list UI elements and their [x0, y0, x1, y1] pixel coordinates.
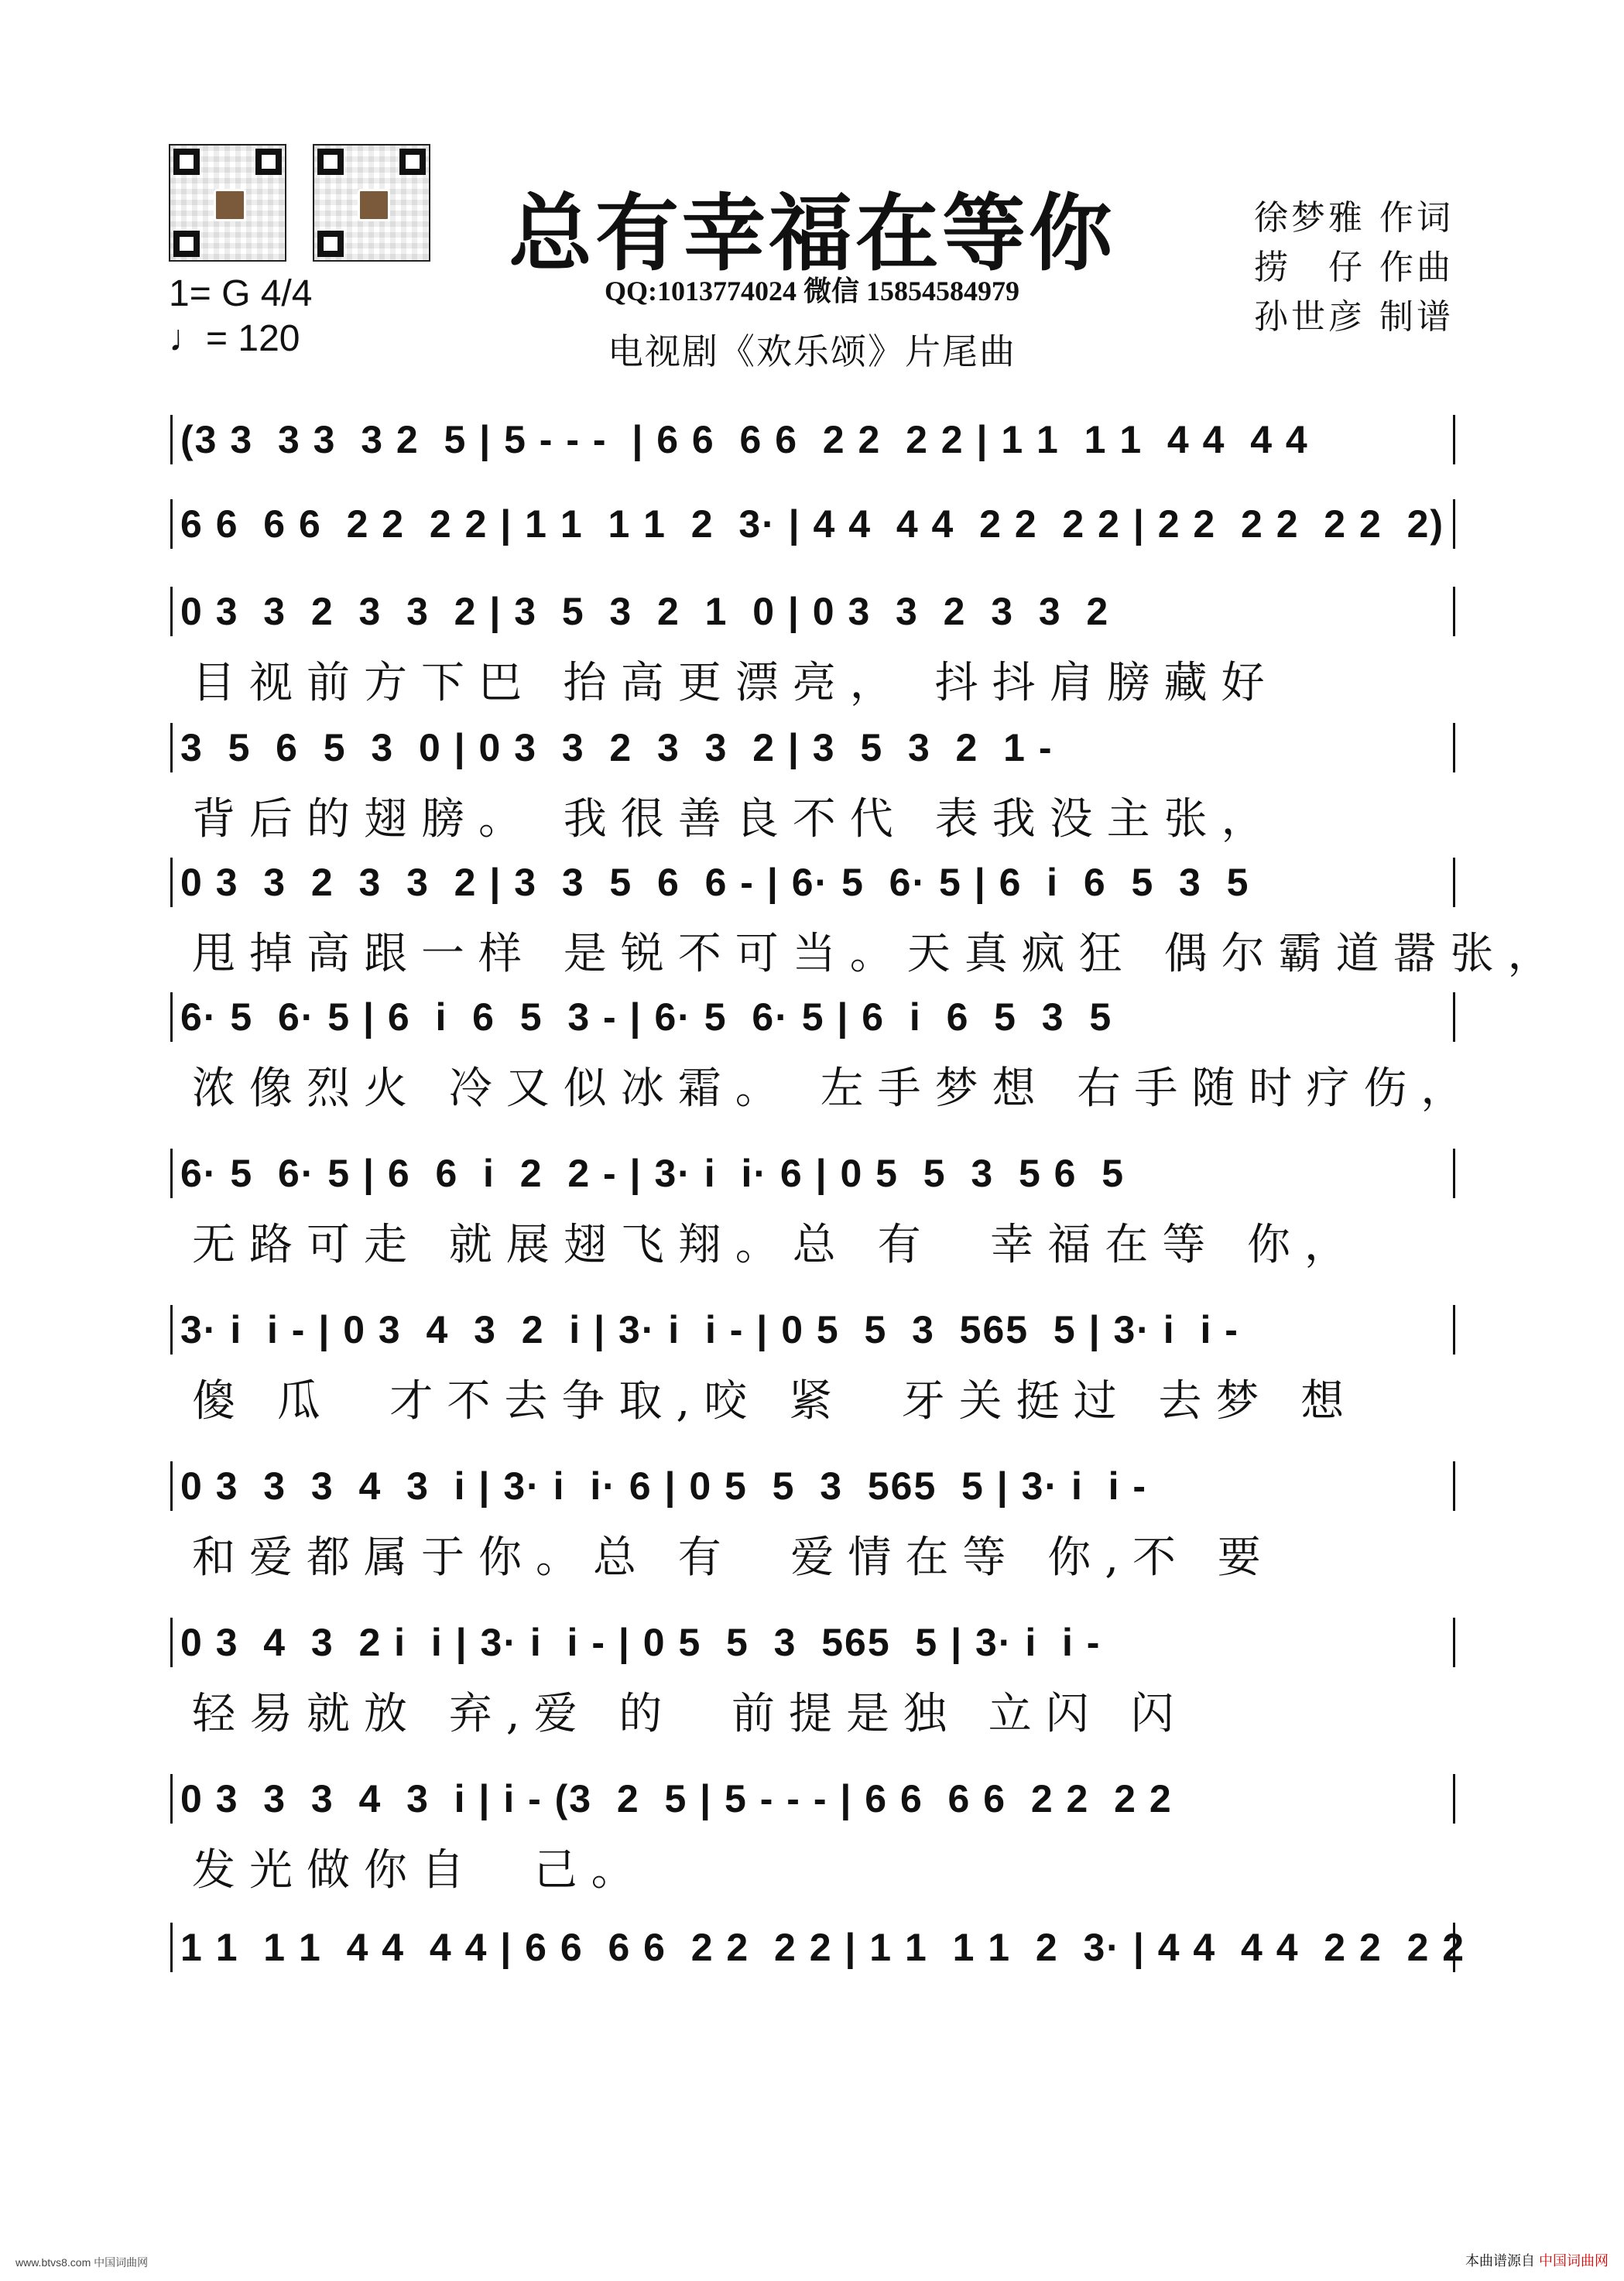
lyric-line: 目视前方下巴 抬高更漂亮， 抖抖肩膀藏好 [192, 658, 1279, 708]
score-row [170, 1461, 1455, 1585]
page-title: 总有幸福在等你 [508, 185, 1115, 283]
notation-line: 0 3 3 3 4 3 i | 3· i i· 6 | 0 5 5 3 565 5 | 3· i i - [170, 1461, 1455, 1511]
tempo-marking: ♩= 120 [169, 318, 300, 359]
lyric-line: 甩掉高跟一样 是锐不可当。天真疯狂 偶尔霸道嚣张， [192, 929, 1565, 979]
score-row [170, 858, 1565, 981]
lyricist-credit: 徐梦雅 作词 [1254, 198, 1454, 238]
lyric-line: 无路可走 就展翅飞翔。总 有 幸福在等 你， [192, 1220, 1362, 1270]
notation-line: 3 5 6 5 3 0 | 0 3 3 2 3 3 2 | 3 5 3 2 1 - [170, 723, 1455, 772]
credits [1254, 194, 1454, 342]
footer-site-name: 中国词曲网 [1539, 2253, 1609, 2269]
notation-line: 6· 5 6· 5 | 6 i 6 5 3 - | 6· 5 6· 5 | 6 i 6 5 3 5 [170, 992, 1455, 1042]
notation-line: 1 1 1 1 4 4 4 4 | 6 6 6 6 2 2 2 2 | 1 1 1 1 2 3· | 4 4 4 4 2 2 2 2 [170, 1923, 1455, 1972]
score-row [170, 1305, 1455, 1429]
notation-line: 3· i i - | 0 3 4 3 2 i | 3· i i - | 0 5 5 3 565 5 | 3· i i - [170, 1305, 1455, 1355]
contact-info: QQ:1013774024 微信 15854584979 [605, 276, 1019, 307]
notation-line: (3 3 3 3 3 2 5 | 5 - - - | 6 6 6 6 2 2 2 2 | 1 1 1 1 4 4 4 4 [170, 415, 1455, 464]
score-row [170, 1774, 1455, 1898]
lyric-line: 傻 瓜 才不去争取,咬 紧 牙关挺过 去梦 想 [192, 1376, 1358, 1426]
score-row [170, 723, 1455, 847]
lyric-line: 背后的翅膀。 我很善良不代 表我没主张， [192, 794, 1279, 844]
lyric-line: 发光做你自 己。 [192, 1845, 649, 1896]
footer-source: www.btvs8.com 中国词曲网 [15, 2256, 149, 2269]
key-signature: 1= G 4/4 [169, 273, 313, 314]
notation-line: 6 6 6 6 2 2 2 2 | 1 1 1 1 2 3· | 4 4 4 4 2 2 2 2 | 2 2 2 2 2 2 2) [170, 499, 1455, 549]
notation-line: 0 3 3 2 3 3 2 | 3 3 5 6 6 - | 6· 5 6· 5 | 6 i 6 5 3 5 [170, 858, 1455, 907]
notation-line: 0 3 3 3 4 3 i | i - (3 2 5 | 5 - - - | 6 6 6 6 2 2 2 2 [170, 1774, 1455, 1824]
score-row [170, 587, 1455, 711]
score-row [170, 1618, 1455, 1742]
footer-credit [1465, 2250, 1609, 2270]
score-row [170, 1149, 1455, 1272]
notation-line: 6· 5 6· 5 | 6 6 i 2 2 - | 3· i i· 6 | 0 5 5 3 5 6 5 [170, 1149, 1455, 1198]
composer-credit: 捞 仔 作曲 [1254, 248, 1454, 287]
lyric-line: 浓像烈火 冷又似冰霜。 左手梦想 右手随时疗伤， [192, 1063, 1478, 1114]
score-row [170, 499, 1455, 561]
lyric-line: 轻易就放 弃,爱 的 前提是独 立闪 闪 [192, 1689, 1188, 1739]
score-row [170, 992, 1478, 1116]
lyric-line: 和爱都属于你。总 有 爱情在等 你,不 要 [192, 1533, 1275, 1583]
footer-credit-text: 本曲谱源自 [1465, 2253, 1535, 2269]
score-row [170, 1923, 1466, 1985]
score-row [170, 415, 1455, 477]
subtitle: 电视剧《欢乐颂》片尾曲 [608, 331, 1016, 372]
arranger-credit: 孙世彦 制谱 [1254, 297, 1454, 337]
notation-line: 0 3 3 2 3 3 2 | 3 5 3 2 1 0 | 0 3 3 2 3 3 2 [170, 587, 1455, 636]
notation-line: 0 3 4 3 2 i i | 3· i i - | 0 5 5 3 565 5 | 3· i i - [170, 1618, 1455, 1667]
